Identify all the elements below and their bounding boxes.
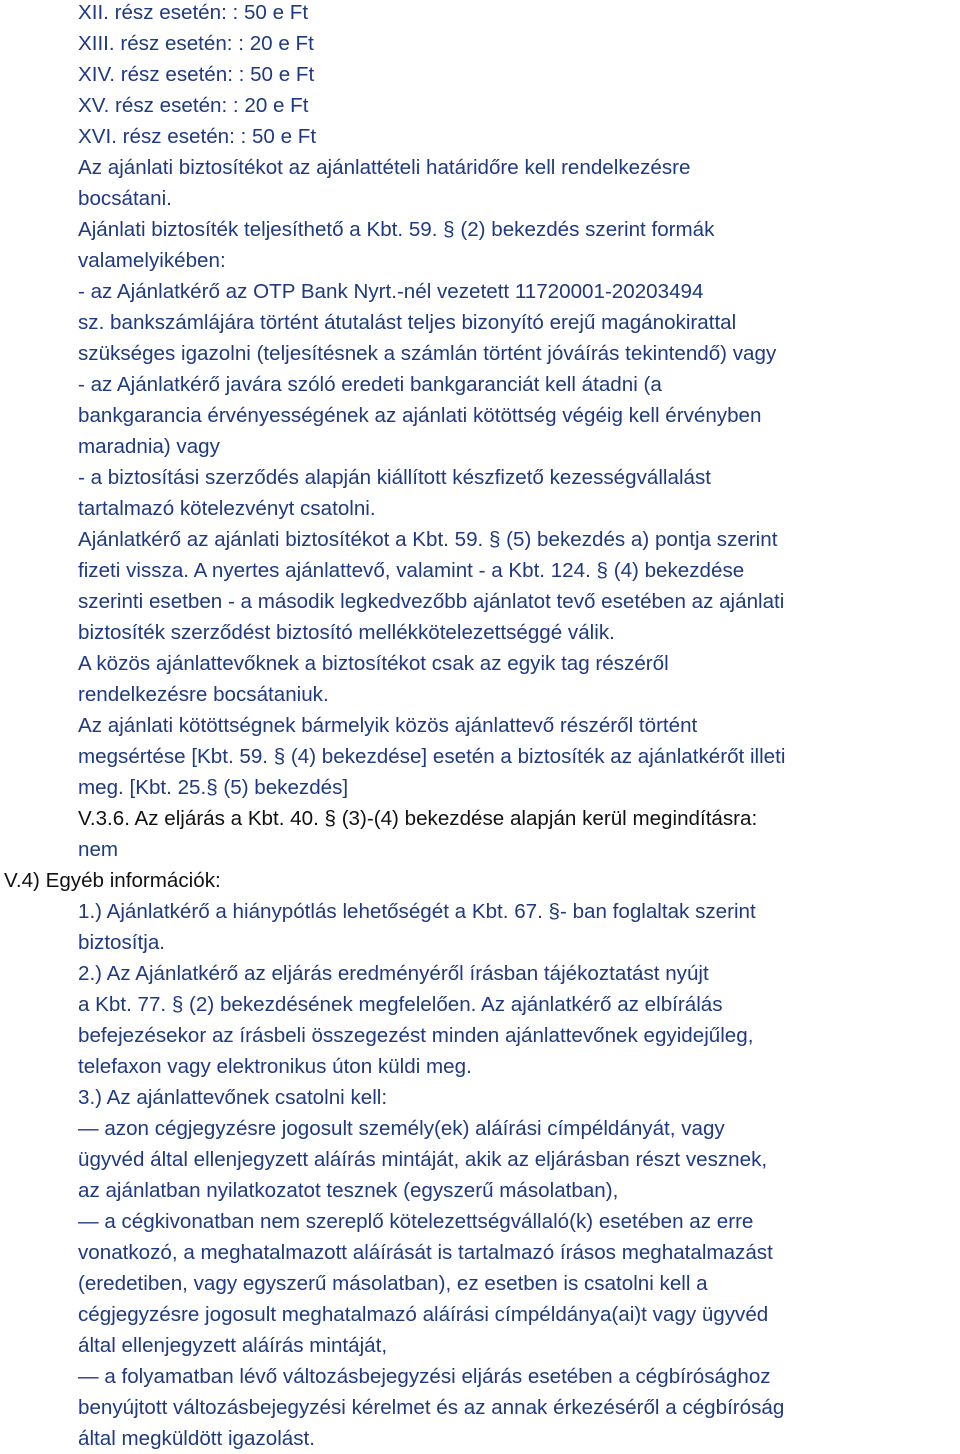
info-line: az ajánlatban nyilatkozatot tesznek (egyszerű másolatban), [78, 1179, 619, 1202]
section-value: nem [78, 838, 119, 861]
section-v4 [0, 865, 960, 1454]
part-deposit-line: XII. rész esetén: : 50 e Ft [78, 1, 309, 24]
paragraph-line: megsértése [Kbt. 59. § (4) bekezdése] esetén a biztosíték az ajánlatkérőt illeti [78, 745, 786, 768]
info-line: 3.) Az ajánlattevőnek csatolni kell: [78, 1086, 388, 1109]
info-line: benyújtott változásbejegyzési kérelmet és az annak érkezéséről a cégbíróság [78, 1396, 785, 1419]
paragraph-line: sz. bankszámlájára történt átutalást teljes bizonyító erejű magánokirattal [78, 311, 737, 334]
info-line: ügyvéd által ellenjegyzett aláírás mintáját, akik az eljárásban részt vesznek, [78, 1148, 768, 1171]
info-line: vonatkozó, a meghatalmazott aláírását is tartalmazó írásos meghatalmazást [78, 1241, 773, 1264]
paragraph-line: szükséges igazolni (teljesítésnek a számlán történt jóváírás tekintendő) vagy [78, 342, 777, 365]
paragraph-line: fizeti vissza. A nyertes ajánlattevő, valamint - a Kbt. 124. § (4) bekezdése [78, 559, 745, 582]
part-deposit-line: XV. rész esetén: : 20 e Ft [78, 94, 309, 117]
paragraph-line: - az Ajánlatkérő az OTP Bank Nyrt.-nél vezetett 11720001-20203494 [78, 280, 704, 303]
info-line: — azon cégjegyzésre jogosult személy(ek) aláírási címpéldányát, vagy [78, 1117, 725, 1140]
paragraph-line: Ajánlati biztosíték teljesíthető a Kbt. 59. § (2) bekezdés szerint formák [78, 218, 715, 241]
paragraph-line: rendelkezésre bocsátaniuk. [78, 683, 329, 706]
guarantee-paragraph [0, 152, 960, 803]
paragraph-line: bocsátani. [78, 187, 172, 210]
info-line: telefaxon vagy elektronikus úton küldi meg. [78, 1055, 472, 1078]
paragraph-line: biztosíték szerződést biztosító mellékkötelezettséggé válik. [78, 621, 615, 644]
info-line: által megküldött igazolást. [78, 1427, 315, 1450]
paragraph-line: tartalmazó kötelezvényt csatolni. [78, 497, 376, 520]
part-deposit-line: XVI. rész esetén: : 50 e Ft [78, 125, 317, 148]
info-line: biztosítja. [78, 931, 165, 954]
info-line: — a cégkivonatban nem szereplő kötelezettségvállaló(k) esetében az erre [78, 1210, 754, 1233]
info-line: által ellenjegyzett aláírás mintáját, [78, 1334, 388, 1357]
paragraph-line: A közös ajánlattevőknek a biztosítékot csak az egyik tag részéről [78, 652, 669, 675]
info-line: 1.) Ajánlatkérő a hiánypótlás lehetőségét a Kbt. 67. §- ban foglaltak szerint [78, 900, 756, 923]
paragraph-line: - a biztosítási szerződés alapján kiállított készfizető kezességvállalást [78, 466, 711, 489]
section-heading: V.3.6. Az eljárás a Kbt. 40. § (3)-(4) bekezdése alapján kerül megindításra: [78, 807, 758, 830]
info-line: 2.) Az Ajánlatkérő az eljárás eredményéről írásban tájékoztatást nyújt [78, 962, 709, 985]
info-line: — a folyamatban lévő változásbejegyzési eljárás esetében a cégbírósághoz [78, 1365, 771, 1388]
info-line: cégjegyzésre jogosult meghatalmazó aláírási címpéldánya(ai)t vagy ügyvéd [78, 1303, 769, 1326]
paragraph-line: - az Ajánlatkérő javára szóló eredeti bankgaranciát kell átadni (a [78, 373, 662, 396]
paragraph-line: maradnia) vagy [78, 435, 220, 458]
section-v36 [0, 803, 960, 865]
info-line: (eredetiben, vagy egyszerű másolatban), ez esetben is csatolni kell a [78, 1272, 708, 1295]
section-heading: V.4) Egyéb információk: [4, 869, 221, 892]
paragraph-line: meg. [Kbt. 25.§ (5) bekezdés] [78, 776, 349, 799]
part-deposits-list [0, 0, 960, 152]
paragraph-line: Az ajánlati kötöttségnek bármelyik közös ajánlattevő részéről történt [78, 714, 698, 737]
part-deposit-line: XIV. rész esetén: : 50 e Ft [78, 63, 315, 86]
paragraph-line: szerinti esetben - a második legkedvezőbb ajánlatot tevő esetében az ajánlati [78, 590, 785, 613]
paragraph-line: bankgarancia érvényességének az ajánlati kötöttség végéig kell érvényben [78, 404, 762, 427]
part-deposit-line: XIII. rész esetén: : 20 e Ft [78, 32, 314, 55]
info-line: a Kbt. 77. § (2) bekezdésének megfelelően. Az ajánlatkérő az elbírálás [78, 993, 723, 1016]
paragraph-line: valamelyikében: [78, 249, 226, 272]
paragraph-line: Az ajánlati biztosítékot az ajánlattételi határidőre kell rendelkezésre [78, 156, 691, 179]
paragraph-line: Ajánlatkérő az ajánlati biztosítékot a Kbt. 59. § (5) bekezdés a) pontja szerint [78, 528, 778, 551]
info-line: befejezésekor az írásbeli összegezést minden ajánlattevőnek egyidejűleg, [78, 1024, 754, 1047]
